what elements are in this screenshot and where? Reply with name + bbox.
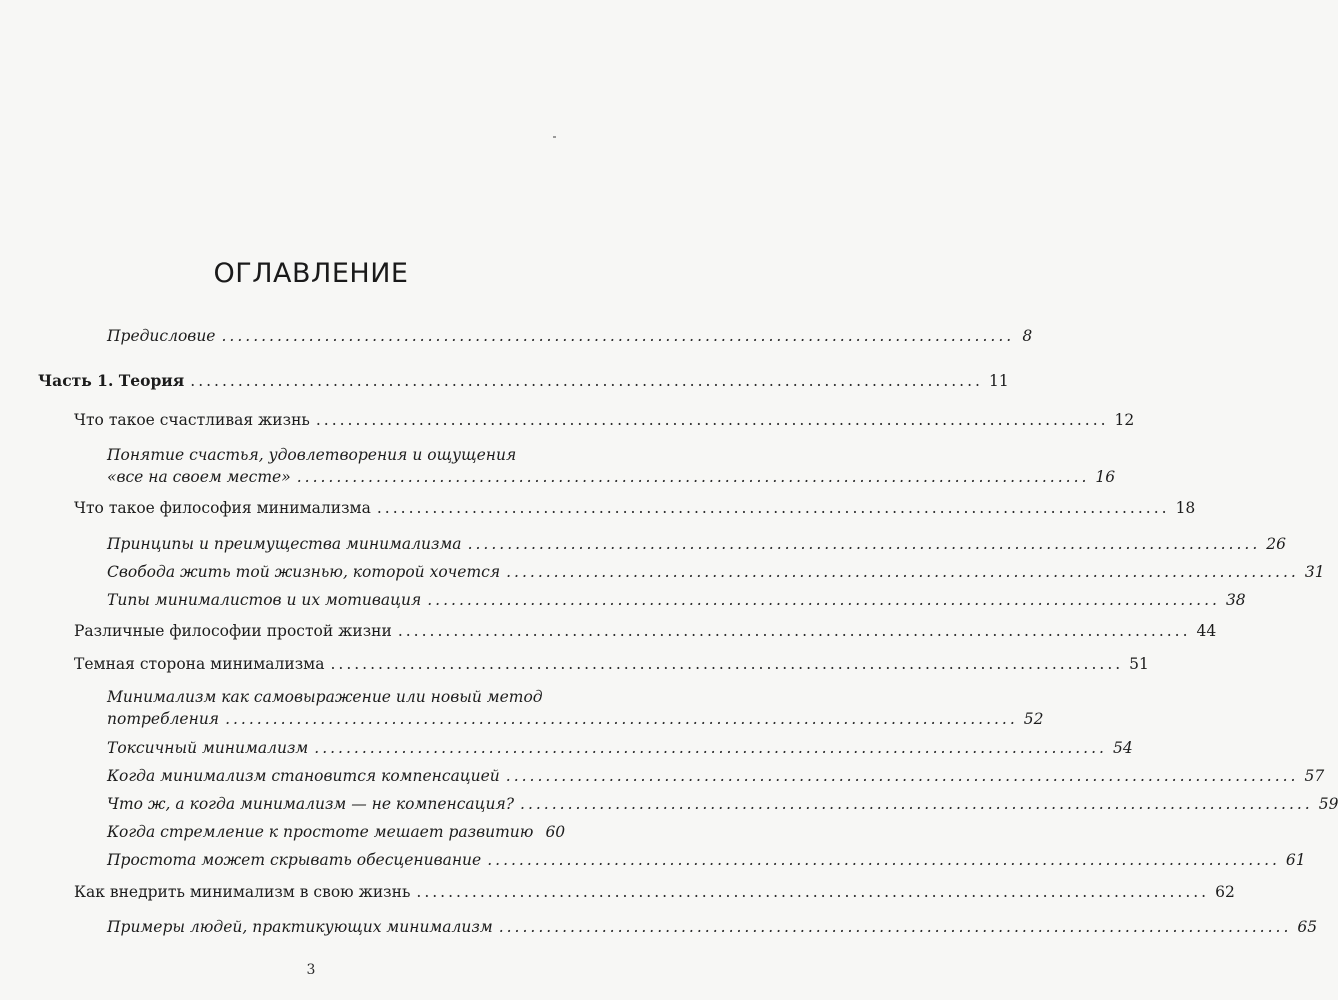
toc-entry <box>107 737 1133 759</box>
toc-heading: ОГЛАВЛЕНИЕ <box>213 258 409 289</box>
leader-dots: .................................................................................................... <box>221 327 1015 345</box>
toc-entry-label: Как внедрить минимализм в свою жизнь <box>74 883 411 901</box>
leader-dots: .................................................................................................... <box>225 710 1018 728</box>
toc-entry <box>107 533 1286 555</box>
toc-entry <box>107 589 1246 611</box>
toc-entry-page: 51 <box>1129 655 1149 673</box>
toc-entry-label: Простота может скрывать обесценивание <box>107 851 482 869</box>
toc-entry-page: 62 <box>1215 883 1235 901</box>
toc-entry-label: Что такое счастливая жизнь <box>74 411 310 429</box>
toc-entry-page: 18 <box>1175 499 1196 517</box>
toc-entry-label: Часть 1. Теория <box>38 371 185 390</box>
toc-entry-label: Токсичный минимализм <box>107 739 309 757</box>
leader-dots: .................................................................................................... <box>296 468 1090 486</box>
toc-entry <box>107 821 566 843</box>
toc-entry <box>74 409 1135 431</box>
toc-entry-label: Примеры людей, практикующих минимализм <box>107 918 493 936</box>
toc-entry-page: 61 <box>1285 851 1306 869</box>
leader-dots: .................................................................................................... <box>506 563 1299 581</box>
toc-entry-label: Что такое философия минимализма <box>74 499 371 517</box>
toc-entry <box>74 881 1235 903</box>
leader-dots: .................................................................................................... <box>330 655 1124 673</box>
leader-dots: .................................................................................................... <box>505 767 1299 785</box>
toc-entry-label: потребления <box>107 710 220 728</box>
toc-entry-page: 8 <box>1022 327 1033 345</box>
toc-entry-page: 31 <box>1304 563 1325 581</box>
toc-entry <box>107 561 1325 583</box>
toc-entry <box>107 708 1044 730</box>
toc-entry-page: 54 <box>1112 739 1133 757</box>
toc-entry-label: Темная сторона минимализма <box>74 655 325 673</box>
toc-entry <box>74 497 1196 519</box>
toc-entry-page: 65 <box>1297 918 1318 936</box>
toc-entry <box>107 466 1116 488</box>
toc-entry-page: 11 <box>988 372 1009 390</box>
toc-entry-label: Принципы и преимущества минимализма <box>107 535 462 553</box>
toc-entry-label: «все на своем месте» <box>107 468 291 486</box>
toc-entry-label: Предисловие <box>107 327 216 345</box>
toc-entry-page: 52 <box>1023 710 1044 728</box>
toc-entry <box>107 849 1306 871</box>
toc-entry-label-line1: Минимализм как самовыражение или новый метод <box>107 688 543 706</box>
leader-dots: .................................................................................................... <box>520 795 1313 813</box>
toc-entry <box>74 653 1149 675</box>
toc-entry-page: 44 <box>1196 622 1217 640</box>
leader-dots: .................................................................................................... <box>314 739 1107 757</box>
toc-entry-label: Когда стремление к простоте мешает развитию <box>107 823 534 841</box>
leader-dots: .................................................................................................... <box>397 622 1191 640</box>
leader-dots: .................................................................................................... <box>315 411 1109 429</box>
leader-dots: .................................................................................................... <box>427 591 1220 609</box>
toc-entry-page: 57 <box>1304 767 1325 785</box>
toc-entry <box>107 793 1338 815</box>
toc-entry-page: 60 <box>545 823 566 841</box>
toc-entry-label: Свобода жить той жизнью, которой хочется <box>107 563 501 581</box>
toc-entry-page: 38 <box>1225 591 1246 609</box>
leader-dots: .................................................................................................... <box>498 918 1292 936</box>
toc-entry-label: Типы минималистов и их мотивация <box>107 591 422 609</box>
leader-dots: .................................................................................................... <box>487 851 1280 869</box>
toc-entry-page: 16 <box>1095 468 1116 486</box>
toc-entry-page: 59 <box>1318 795 1338 813</box>
leader-dots: .................................................................................................... <box>467 535 1261 553</box>
scan-speck <box>553 136 556 138</box>
toc-entry-page: 12 <box>1114 411 1135 429</box>
toc-entry-label-line1: Понятие счастья, удовлетворения и ощущения <box>107 446 517 464</box>
toc-entry <box>74 620 1217 642</box>
toc-part-entry <box>38 370 1009 392</box>
page-number: 3 <box>306 962 316 978</box>
toc-entry-label: Когда минимализм становится компенсацией <box>107 767 500 785</box>
leader-dots: .................................................................................................... <box>190 372 983 390</box>
leader-dots: .................................................................................................... <box>416 883 1210 901</box>
toc-entry <box>107 916 1318 938</box>
leader-dots: .................................................................................................... <box>376 499 1170 517</box>
toc-entry-label: Что ж, а когда минимализм — не компенсация? <box>107 795 515 813</box>
toc-entry-label: Различные философии простой жизни <box>74 622 392 640</box>
toc-entry <box>107 765 1325 787</box>
toc-entry-page: 26 <box>1266 535 1286 553</box>
toc-entry <box>107 325 1033 347</box>
